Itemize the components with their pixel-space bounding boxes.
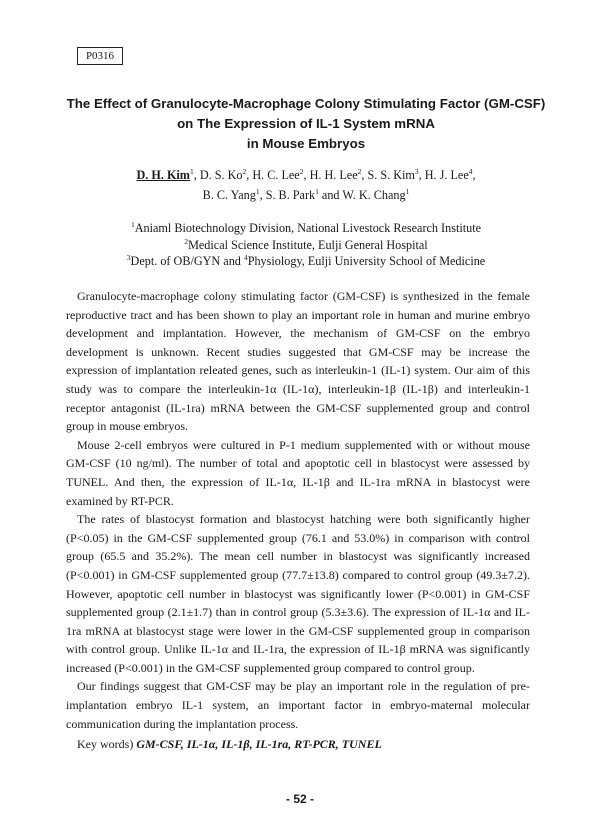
abstract-paragraph: Mouse 2-cell embryos were cultured in P-1 medium supplemented with or without mouse GM-CSF (10 ng/ml). The number of total and apoptotic cell in blastocyst were assessed by TUNEL. And then, the expression of IL-1α, IL-1β and IL-1ra mRNA in blastocyst were examined by RT-PCR. [66,437,530,508]
title-line-2: on The Expression of IL-1 System mRNA [177,116,435,131]
paper-title [40,94,572,154]
keywords-terms: GM-CSF, IL-1α, IL-1β, IL-1ra, RT-PCR, TUNEL [136,737,382,751]
author: H. C. Lee [252,168,300,182]
author: S. S. Kim [367,168,415,182]
author-line-2: B. C. Yang$^1$, S. B. Park$^1$ and W. K. Chang$^1$ [202,187,410,202]
author: D. S. Ko [199,168,243,182]
author: H. J. Lee [424,168,469,182]
author: B. C. Yang [202,188,256,202]
affiliations [40,220,572,270]
affiliation-1: $^1$Aniaml Biotechnology Division, National Livestock Research Institute [130,220,481,235]
author-line-1: D. H. Kim$^1$, D. S. Ko$^2$, H. C. Lee$^2$, H. H. Lee$^2$, S. S. Kim$^3$, H. J. Lee$^4$, [136,167,476,182]
affiliation-3: $^3$Dept. of OB/GYN and $^4$Physiology, Eulji University School of Medicine [126,253,486,268]
page-number: - 52 - [285,792,314,806]
author: H. H. Lee [309,168,358,182]
abstract-paragraph: Our findings suggest that GM-CSF may be play an important role in the regulation of pre-implantation embryo IL-1 system, an important factor in embryo-maternal molecular communication during the implantation process. [66,679,530,731]
affiliation-2: $^2$Medical Science Institute, Eulji General Hospital [184,236,428,252]
author-list [40,165,572,205]
title-line-3: in Mouse Embryos [246,136,366,151]
title-line-1: The Effect of Granulocyte-Macrophage Colony Stimulating Factor (GM-CSF) [66,96,546,111]
author: W. K. Chang [342,188,406,202]
abstract-body [66,287,530,733]
keywords-label: Key words) [77,737,134,751]
lead-author: D. H. Kim [136,168,190,182]
author: S. B. Park [265,188,316,202]
paper-code-box: P0316 [77,47,123,65]
abstract-paragraph: Granulocyte-macrophage colony stimulating factor (GM-CSF) is synthesized in the female reproductive tract and has been shown to play an important role in human and murine embryo development and implantation. However, the mechanism of GM-CSF on the embryo development is unknown. Recent studies suggested that GM-CSF may be increase the expression of implantation releated genes, such as interleukin-1 (IL-1) system. Our aim of this study was to compare the interleukin-1α (IL-1α), interleukin-1β (IL-1β) and interleukin-1 receptor antagonist (IL-1ra) mRNA between the GM-CSF supplemented group and control group in mouse embryos. [66,289,530,434]
keywords-line [77,735,537,753]
abstract-paragraph: The rates of blastocyst formation and blastocyst hatching were both significantly higher (P<0.05) in the GM-CSF supplemented group (76.1 and 53.0%) in comparison with control group (65.5 and 35.2%). The mean cell number in blastocyst was significantly increased (P<0.001) in GM-CSF supplemented group (77.7±13.8) compared to control group (49.3±7.2). However, apoptotic cell number in blastocyst was significantly lower (P<0.001) in GM-CSF supplemented group (2.1±1.7) than in control group (5.3±3.6). The expression of IL-1α and IL-1ra mRNA at blastocyst stage were lower in the GM-CSF supplemented group in comparison with control group. Unlike IL-1α and IL-1ra, the expression of IL-1β mRNA was significantly increased (P<0.001) in the GM-CSF supplemented group compared to control group. [66,512,530,675]
